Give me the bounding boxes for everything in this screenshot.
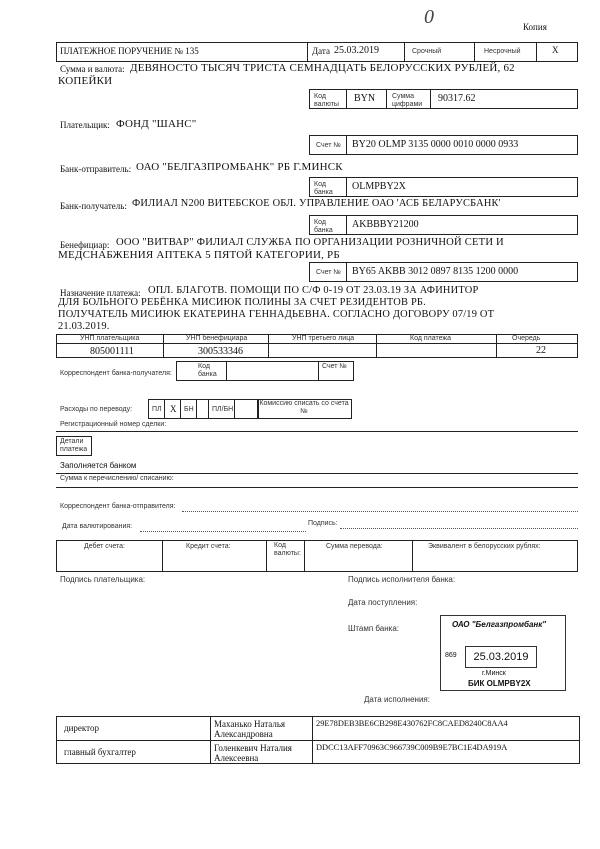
divider <box>346 215 347 235</box>
signatory-name: Александровна <box>214 729 273 739</box>
payer-account: BY20 OLMP 3135 0000 0010 0000 0933 <box>352 139 519 150</box>
divider <box>474 42 475 62</box>
divider <box>346 89 347 109</box>
currency-code-label: Код валюты <box>314 93 339 108</box>
stamp-city: г.Минск <box>482 670 506 677</box>
divider <box>266 540 267 572</box>
transfer-sum-label: Сумма перевода: <box>326 543 383 550</box>
unp-beneficiary: 300533346 <box>198 346 243 357</box>
divider <box>386 89 387 109</box>
signatory-name: Алексеевна <box>214 753 259 763</box>
receiver-bank-name: ФИЛИАЛ N200 ВИТЕБСКОЕ ОБЛ. УПРАВЛЕНИЕ ОАО 'АСБ БЕЛАРУСБАНК' <box>132 198 501 209</box>
amount-digits-label: Сумма цифрами <box>392 93 423 108</box>
divider <box>304 540 305 572</box>
divider <box>346 177 347 197</box>
not-urgent-mark: X <box>552 45 559 55</box>
handwritten-mark: 0 <box>424 6 434 28</box>
beneficiary-account: BY65 AKBB 3012 0897 8135 1200 0000 <box>352 266 519 277</box>
divider <box>346 262 347 282</box>
divider <box>307 42 308 62</box>
receiver-bank-code-box <box>309 215 578 235</box>
divider <box>226 361 227 381</box>
beneficiary-account-label: Счет № <box>316 269 341 276</box>
value-date-label: Дата валютирования: <box>62 523 133 530</box>
beneficiary-label: Бенефициар: <box>60 240 110 250</box>
purpose-label: Назначение платежа: <box>60 288 141 298</box>
bank-stamp-label: Штамп банка: <box>348 624 400 633</box>
amount-words-line2: КОПЕЙКИ <box>58 75 113 87</box>
divider <box>346 135 347 155</box>
amount-label: Сумма и валюта: <box>60 64 125 74</box>
unp-payer: 805001111 <box>90 346 134 357</box>
exec-date-label: Дата исполнения: <box>364 695 430 704</box>
executor-signature-label: Подпись исполнителя банка: <box>348 575 456 584</box>
divider <box>56 473 578 474</box>
sender-bank-name: ОАО "БЕЛГАЗПРОМБАНК" РБ Г.МИНСК <box>136 161 343 173</box>
receiver-bank-label: Банк-получатель: <box>60 201 127 211</box>
divider <box>404 42 405 62</box>
purpose-line3: ПОЛУЧАТЕЛЬ МИСИЮК ЕКАТЕРИНА ГЕННАДЬЕВНА. СОГЛАСНО ДОГОВОРУ 07/19 ОТ <box>58 309 495 320</box>
debit-label: Дебет счета: <box>84 543 125 550</box>
bank-amount-label: Сумма к перечислению/ списанию: <box>60 475 174 482</box>
purpose-line4: 21.03.2019. <box>58 321 110 332</box>
details-label-line1: Детали <box>60 438 84 445</box>
divider <box>162 540 163 572</box>
payer-signature-label: Подпись плательщика: <box>60 575 146 584</box>
equiv-label: Эквивалент в белорусских рублях: <box>428 543 541 550</box>
purpose-line1: ОПЛ. БЛАГОТВ. ПОМОЩИ ПО С/Ф 0-19 ОТ 23.03.19 ЗА АФИНИТОР <box>148 285 479 296</box>
divider <box>56 740 580 741</box>
expenses-option-payer-mark: X <box>170 404 177 414</box>
document-title: ПЛАТЕЖНОЕ ПОРУЧЕНИЕ № 135 <box>60 46 199 56</box>
divider <box>312 716 313 764</box>
expenses-option-shared: ПЛ/БН <box>212 406 234 413</box>
amount-digits: 90317.62 <box>438 93 476 104</box>
divider <box>210 716 211 764</box>
divider <box>56 431 578 432</box>
dotted-line <box>182 511 578 512</box>
divider <box>208 399 209 419</box>
expenses-label: Расходы по переводу: <box>60 406 133 413</box>
correspondent-account-label: Счет № <box>322 363 347 370</box>
payer-label: Плательщик: <box>60 120 110 130</box>
signatory-hash: 29E78DEB3BE6CB298E430762FC8CAED8240C8AA4 <box>316 719 508 728</box>
signatory-name: Маханько Наталья <box>214 719 286 729</box>
divider <box>180 399 181 419</box>
correspondent-label: Корреспондент банка-получателя: <box>60 370 172 377</box>
not-urgent-label: Несрочный <box>484 48 521 55</box>
sender-bank-code-box <box>309 177 578 197</box>
stamp-date: 25.03.2019 <box>465 646 537 668</box>
divider <box>318 361 319 381</box>
queue-label: Очередь <box>512 335 541 342</box>
expenses-option-beneficiary: БН <box>184 406 194 413</box>
urgent-label: Срочный <box>412 48 442 55</box>
unp-third-label: УНП третьего лица <box>292 335 355 342</box>
payer-account-label: Счет № <box>316 142 341 149</box>
dotted-line <box>340 528 578 529</box>
payer-name: ФОНД "ШАНС" <box>116 118 197 130</box>
sender-bank-label: Банк-отправитель: <box>60 164 132 174</box>
stamp-number: 869 <box>445 652 457 659</box>
sender-bank-code-label: Код банка <box>314 181 333 196</box>
divider <box>496 334 497 358</box>
registration-label: Регистрационный номер сделки: <box>60 421 167 428</box>
receipt-date-label: Дата поступления: <box>348 598 418 607</box>
divider <box>536 42 537 62</box>
signatory-role: главный бухгалтер <box>64 747 136 757</box>
header-date: 25.03.2019 <box>334 45 379 56</box>
expenses-option-payer: ПЛ <box>152 406 162 413</box>
divider <box>163 334 164 358</box>
receiver-bank-code-label: Код банка <box>314 219 333 234</box>
unp-beneficiary-label: УНП бенефициара <box>186 335 248 342</box>
divider <box>56 343 578 344</box>
amount-words-line1: ДЕВЯНОСТО ТЫСЯЧ ТРИСТА СЕМНАДЦАТЬ БЕЛОРУССКИХ РУБЛЕЙ, 62 <box>130 62 515 74</box>
date-label: Дата <box>312 46 330 56</box>
currency-code: BYN <box>354 93 376 104</box>
signatory-name: Голенкевич Наталия <box>214 743 292 753</box>
receiver-bank-code: AKBBBY21200 <box>352 219 419 230</box>
sender-correspondent-label: Корреспондент банка-отправителя: <box>60 503 176 510</box>
divider <box>412 540 413 572</box>
bank-section-title: Заполняется банком <box>60 461 137 470</box>
bank-signature-label: Подпись: <box>308 520 338 527</box>
stamp-bank-name: ОАО "Белгазпромбанк" <box>452 620 547 629</box>
signatory-role: директор <box>64 723 99 733</box>
divider <box>196 399 197 419</box>
currency-code-label-bank: Код валюты: <box>274 542 301 557</box>
divider <box>234 399 235 419</box>
unp-payer-label: УНП плательщика <box>80 335 140 342</box>
sender-bank-code: OLMPBY2X <box>352 181 406 192</box>
beneficiary-line2: МЕДСНАБЖЕНИЯ АПТЕКА 5 ПЯТОЙ КАТЕГОРИИ, РБ <box>58 249 340 261</box>
divider <box>164 399 165 419</box>
correspondent-code-label: Код банка <box>198 363 217 378</box>
details-label-line2: платежа <box>60 446 88 453</box>
copy-label: Копия <box>523 22 547 32</box>
payment-code-label: Код платежа <box>410 335 451 342</box>
commission-label: Комиссию списать со счета № <box>259 400 349 415</box>
signatory-hash: DDCC13AFF70963C966739C009B9E7BC1E4DA919A <box>316 743 508 752</box>
stamp-bic: БИК OLMPBY2X <box>468 679 531 688</box>
divider <box>376 334 377 358</box>
queue-value: 22 <box>536 345 546 356</box>
dotted-line <box>140 531 306 532</box>
divider <box>268 334 269 358</box>
divider <box>56 487 578 488</box>
credit-label: Кредит счета: <box>186 543 231 550</box>
divider <box>430 89 431 109</box>
beneficiary-line1: ООО "ВИТВАР" ФИЛИАЛ СЛУЖБА ПО ОРГАНИЗАЦИИ РОЗНИЧНОЙ СЕТИ И <box>116 237 504 248</box>
purpose-line2: ДЛЯ БОЛЬНОГО РЕБЁНКА МИСИЮК ПОЛИНЫ ЗА СЧЕТ РЕЗИДЕНТОВ РБ. <box>58 297 426 308</box>
